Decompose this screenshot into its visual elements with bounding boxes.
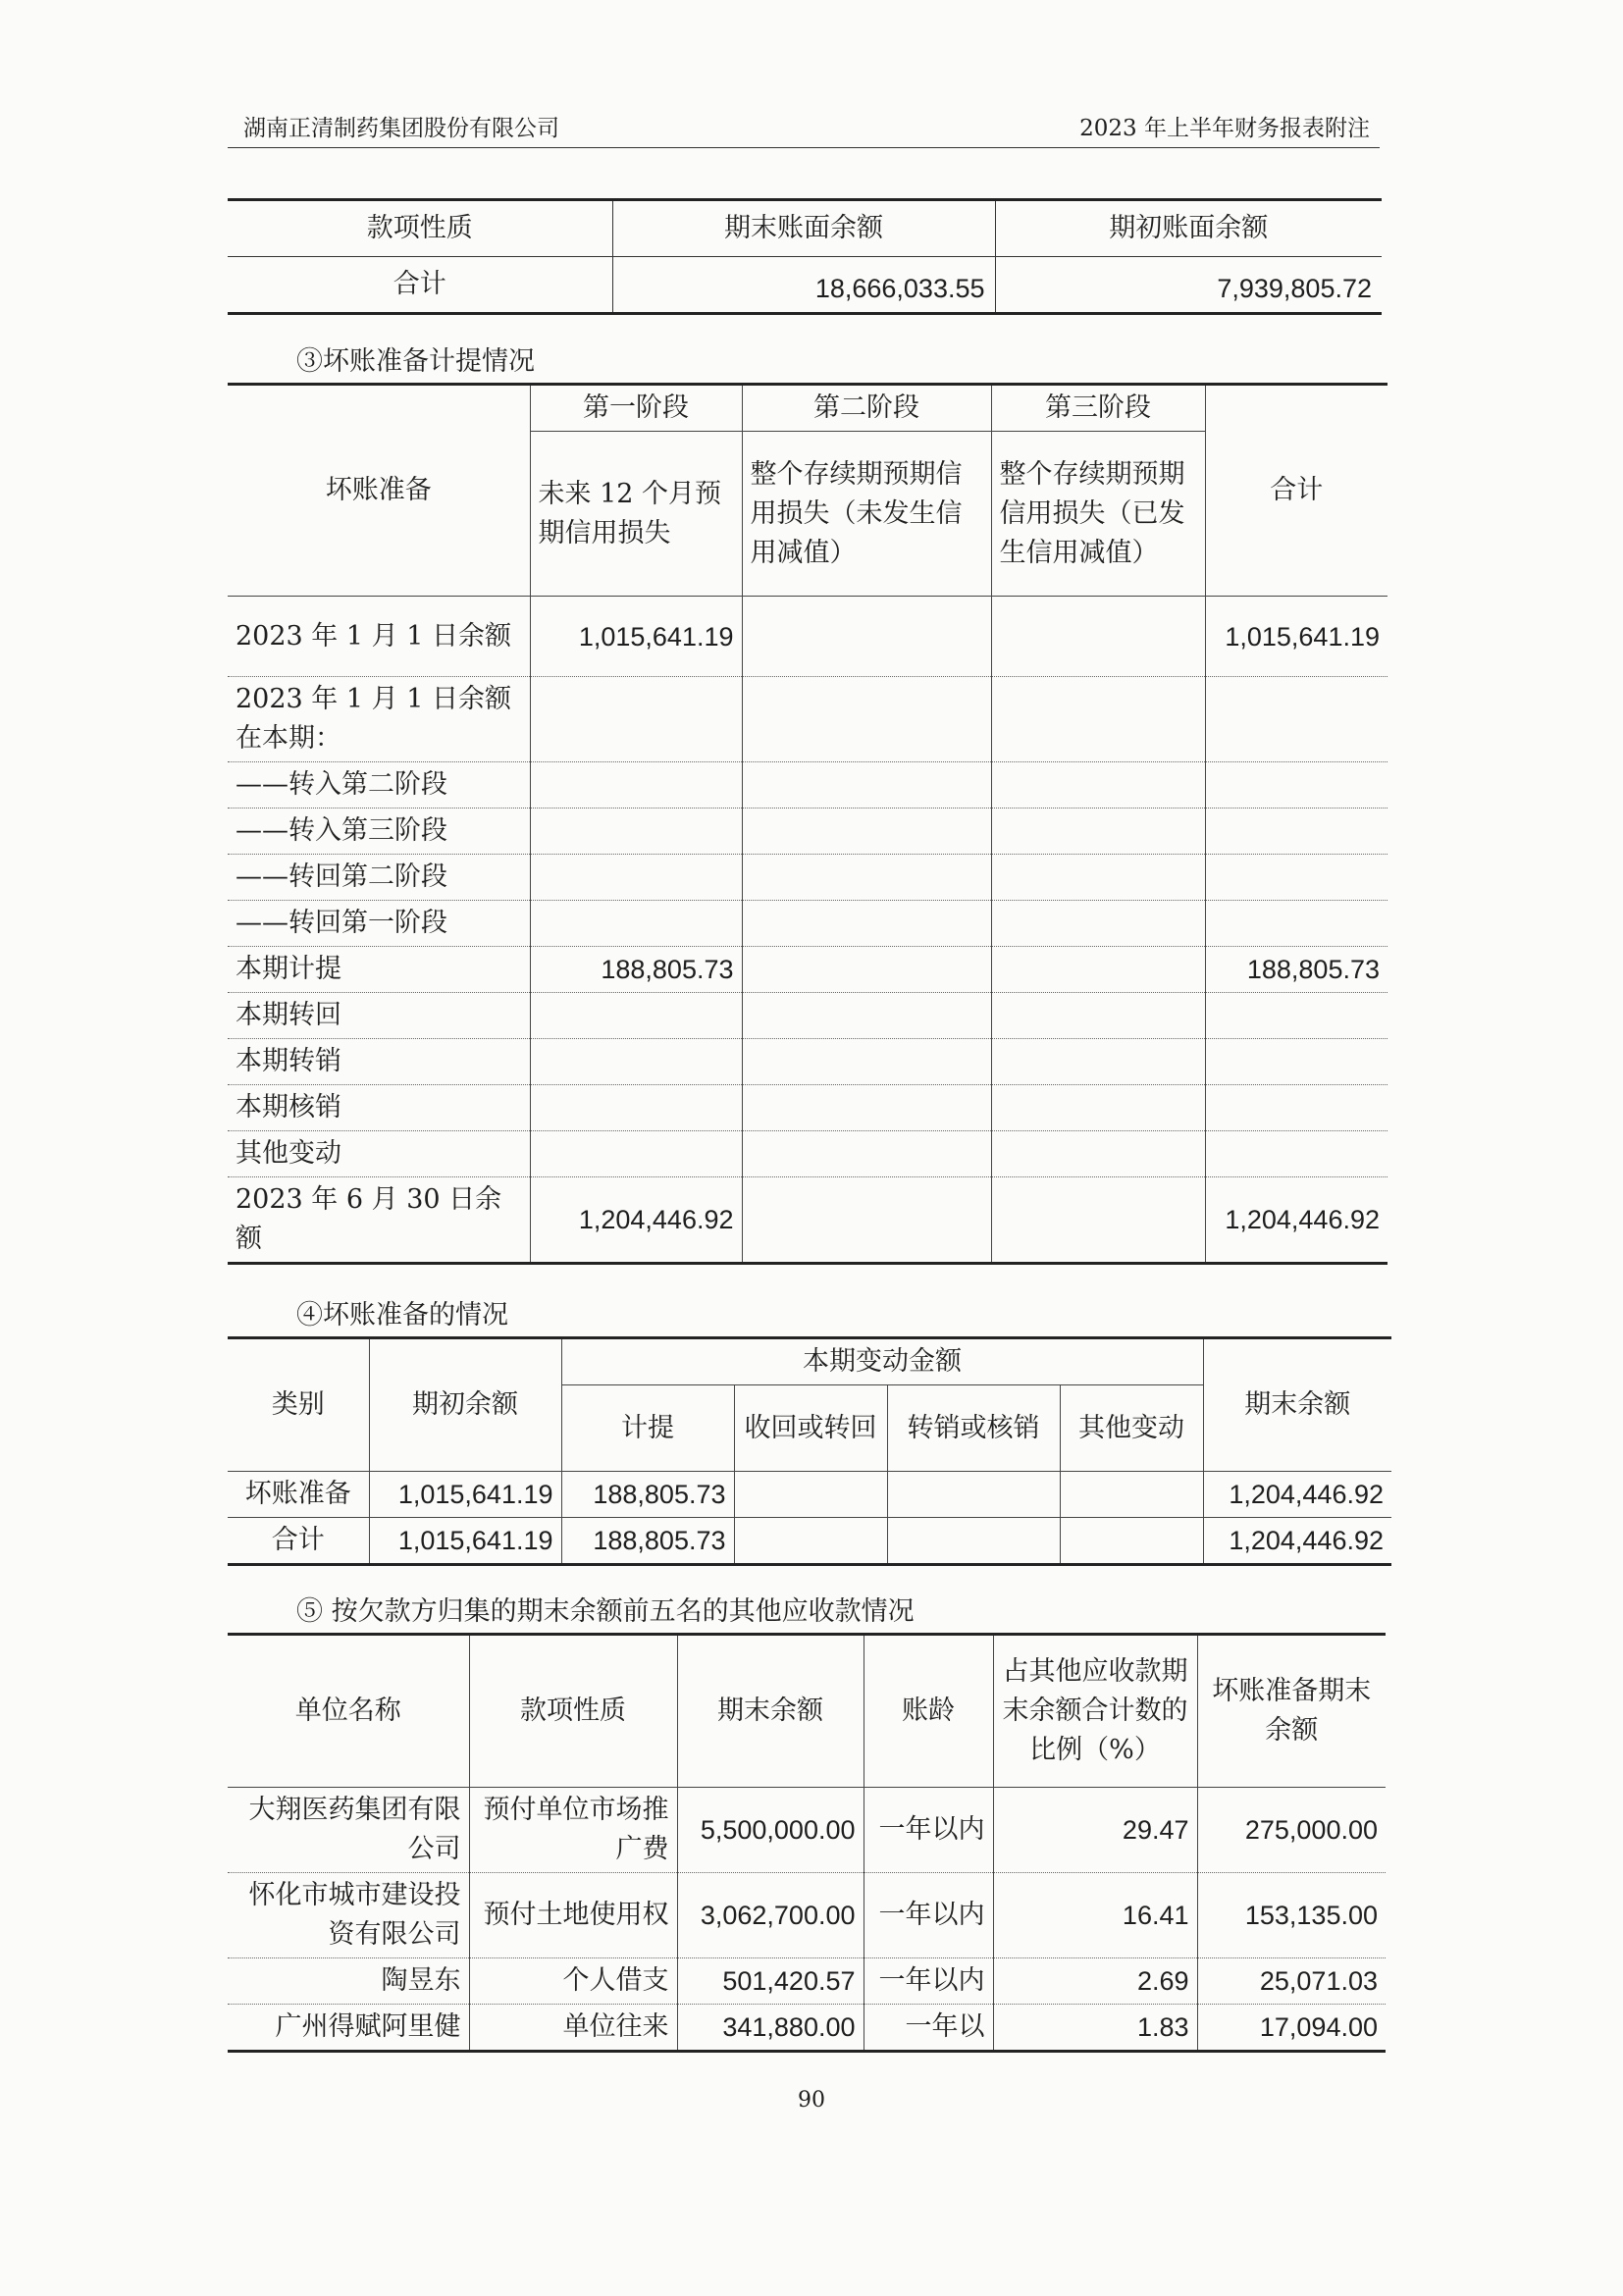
ratio-value: 2.69	[993, 1958, 1197, 2005]
stage2-value	[742, 597, 991, 677]
stage2-value	[742, 855, 991, 901]
table-row	[228, 809, 1387, 855]
stage2-value	[742, 762, 991, 809]
row-label: 2023 年 6 月 30 日余额	[228, 1177, 530, 1264]
allowance-value: 17,094.00	[1197, 2005, 1386, 2052]
row-label: 本期计提	[228, 947, 530, 993]
stage1-value	[530, 1085, 742, 1131]
col-header-writeoff: 转销或核销	[887, 1385, 1060, 1472]
stage1-value	[530, 901, 742, 947]
col-header-stage2: 第二阶段	[742, 385, 991, 432]
col-header-total: 合计	[1205, 385, 1387, 597]
row-label: ——转回第一阶段	[228, 901, 530, 947]
company-name-cell: 广州得赋阿里健	[228, 2005, 469, 2052]
total-begin-balance: 7,939,805.72	[995, 257, 1382, 314]
row-label: 本期核销	[228, 1085, 530, 1131]
stage2-value	[742, 901, 991, 947]
stage1-desc: 未来 12 个月预期信用损失	[530, 432, 742, 597]
end-value: 3,062,700.00	[677, 1873, 864, 1958]
col-header-end: 期末余额	[677, 1635, 864, 1788]
col-header-ratio: 占其他应收款期末余额合计数的比例（%）	[993, 1635, 1197, 1788]
table-row	[228, 1177, 1387, 1264]
table-row	[228, 1958, 1386, 2005]
stage1-value: 1,015,641.19	[530, 597, 742, 677]
section-5-title: ⑤ 按欠款方归集的期末余额前五名的其他应收款情况	[296, 1596, 915, 1627]
nature-cell: 单位往来	[469, 2005, 677, 2052]
total-label: 合计	[228, 257, 612, 314]
table-row	[228, 1472, 1391, 1518]
nature-cell: 预付单位市场推广费	[469, 1788, 677, 1873]
stage3-value	[991, 677, 1205, 762]
age-cell: 一年以	[864, 2005, 993, 2052]
table-row	[228, 947, 1387, 993]
stage3-value	[991, 1039, 1205, 1085]
accrue-value: 188,805.73	[561, 1472, 734, 1518]
table-nature-summary	[228, 198, 1382, 315]
col-header-name: 单位名称	[228, 1635, 469, 1788]
total-value: 1,015,641.19	[1205, 597, 1387, 677]
company-name-cell: 怀化市城市建设投资有限公司	[228, 1873, 469, 1958]
col-header-nature: 款项性质	[228, 200, 612, 257]
age-cell: 一年以内	[864, 1788, 993, 1873]
col-header-stage1: 第一阶段	[530, 385, 742, 432]
age-cell: 一年以内	[864, 1873, 993, 1958]
row-label: ——转入第三阶段	[228, 809, 530, 855]
total-value: 1,204,446.92	[1205, 1177, 1387, 1264]
stage3-desc: 整个存续期预期信用损失（已发生信用减值）	[991, 432, 1205, 597]
stage1-value: 188,805.73	[530, 947, 742, 993]
company-name-cell: 陶昱东	[228, 1958, 469, 2005]
writeoff-value	[887, 1472, 1060, 1518]
stage2-value	[742, 809, 991, 855]
col-header-end: 期末余额	[1203, 1338, 1391, 1472]
table-row	[228, 855, 1387, 901]
total-value	[1205, 993, 1387, 1039]
col-header-category: 类别	[228, 1338, 369, 1472]
ratio-value: 29.47	[993, 1788, 1197, 1873]
stage1-value	[530, 1131, 742, 1177]
end-value: 501,420.57	[677, 1958, 864, 2005]
table-allowance-changes	[228, 1336, 1391, 1566]
total-value	[1205, 1039, 1387, 1085]
other-value	[1060, 1518, 1203, 1565]
row-label: 坏账准备	[228, 1472, 369, 1518]
row-label: ——转回第二阶段	[228, 855, 530, 901]
end-value: 341,880.00	[677, 2005, 864, 2052]
age-cell: 一年以内	[864, 1958, 993, 2005]
stage2-value	[742, 1177, 991, 1264]
stage1-value	[530, 762, 742, 809]
col-header-stage3: 第三阶段	[991, 385, 1205, 432]
row-label: ——转入第二阶段	[228, 762, 530, 809]
stage3-value	[991, 993, 1205, 1039]
table-row	[228, 901, 1387, 947]
stage2-value	[742, 677, 991, 762]
col-header-recover: 收回或转回	[734, 1385, 887, 1472]
stage2-value	[742, 1039, 991, 1085]
nature-cell: 预付土地使用权	[469, 1873, 677, 1958]
writeoff-value	[887, 1518, 1060, 1565]
table-row	[228, 1873, 1386, 1958]
stage1-value	[530, 993, 742, 1039]
table-top5-receivables	[228, 1633, 1386, 2053]
stage2-value	[742, 1131, 991, 1177]
company-name: 湖南正清制药集团股份有限公司	[243, 116, 559, 141]
total-end-balance: 18,666,033.55	[612, 257, 995, 314]
stage3-value	[991, 901, 1205, 947]
total-value	[1205, 855, 1387, 901]
col-header-allowance: 坏账准备期末余额	[1197, 1635, 1386, 1788]
recover-value	[734, 1518, 887, 1565]
end-value: 5,500,000.00	[677, 1788, 864, 1873]
total-value	[1205, 677, 1387, 762]
stage3-value	[991, 1085, 1205, 1131]
stage3-value	[991, 597, 1205, 677]
col-header-nature: 款项性质	[469, 1635, 677, 1788]
col-header-begin: 期初余额	[369, 1338, 561, 1472]
company-name-cell: 大翔医药集团有限公司	[228, 1788, 469, 1873]
col-header-change: 本期变动金额	[561, 1338, 1203, 1385]
col-header-accrue: 计提	[561, 1385, 734, 1472]
other-value	[1060, 1472, 1203, 1518]
total-value	[1205, 901, 1387, 947]
stage2-value	[742, 947, 991, 993]
allowance-value: 25,071.03	[1197, 1958, 1386, 2005]
table-row	[228, 1788, 1386, 1873]
report-title: 2023 年上半年财务报表附注	[1079, 116, 1370, 141]
allowance-value: 153,135.00	[1197, 1873, 1386, 1958]
stage3-value	[991, 1177, 1205, 1264]
stage3-value	[991, 855, 1205, 901]
allowance-value: 275,000.00	[1197, 1788, 1386, 1873]
table-row	[228, 677, 1387, 762]
col-header-other: 其他变动	[1060, 1385, 1203, 1472]
col-header-begin-balance: 期初账面余额	[995, 200, 1382, 257]
stage1-value	[530, 809, 742, 855]
page-number: 90	[798, 2088, 825, 2113]
row-label: 2023 年 1 月 1 日余额在本期：	[228, 677, 530, 762]
row-label: 2023 年 1 月 1 日余额	[228, 597, 530, 677]
row-label: 合计	[228, 1518, 369, 1565]
stage2-value	[742, 993, 991, 1039]
row-label: 其他变动	[228, 1131, 530, 1177]
stage2-desc: 整个存续期预期信用损失（未发生信用减值）	[742, 432, 991, 597]
stage1-value	[530, 1039, 742, 1085]
row-label: 本期转销	[228, 1039, 530, 1085]
total-value	[1205, 1085, 1387, 1131]
ratio-value: 16.41	[993, 1873, 1197, 1958]
accrue-value: 188,805.73	[561, 1518, 734, 1565]
table-row	[228, 1039, 1387, 1085]
begin-value: 1,015,641.19	[369, 1472, 561, 1518]
total-value	[1205, 1131, 1387, 1177]
total-value	[1205, 762, 1387, 809]
table-allowance-stages	[228, 383, 1387, 1265]
stage1-value: 1,204,446.92	[530, 1177, 742, 1264]
table-row	[228, 1085, 1387, 1131]
stage3-value	[991, 809, 1205, 855]
table-row	[228, 993, 1387, 1039]
col-header-end-balance: 期末账面余额	[612, 200, 995, 257]
table-row	[228, 1131, 1387, 1177]
stage3-value	[991, 1131, 1205, 1177]
stage3-value	[991, 947, 1205, 993]
table-row	[228, 762, 1387, 809]
col-header-item: 坏账准备	[228, 385, 530, 597]
nature-cell: 个人借支	[469, 1958, 677, 2005]
stage1-value	[530, 855, 742, 901]
recover-value	[734, 1472, 887, 1518]
stage1-value	[530, 677, 742, 762]
table-row	[228, 1518, 1391, 1565]
col-header-age: 账龄	[864, 1635, 993, 1788]
table-row	[228, 597, 1387, 677]
table-row	[228, 2005, 1386, 2052]
section-3-title: ③坏账准备计提情况	[296, 346, 535, 377]
begin-value: 1,015,641.19	[369, 1518, 561, 1565]
row-label: 本期转回	[228, 993, 530, 1039]
section-4-title: ④坏账准备的情况	[296, 1300, 508, 1331]
stage2-value	[742, 1085, 991, 1131]
stage3-value	[991, 762, 1205, 809]
ratio-value: 1.83	[993, 2005, 1197, 2052]
end-value: 1,204,446.92	[1203, 1472, 1391, 1518]
header-rule	[228, 147, 1380, 148]
total-value: 188,805.73	[1205, 947, 1387, 993]
total-value	[1205, 809, 1387, 855]
end-value: 1,204,446.92	[1203, 1518, 1391, 1565]
